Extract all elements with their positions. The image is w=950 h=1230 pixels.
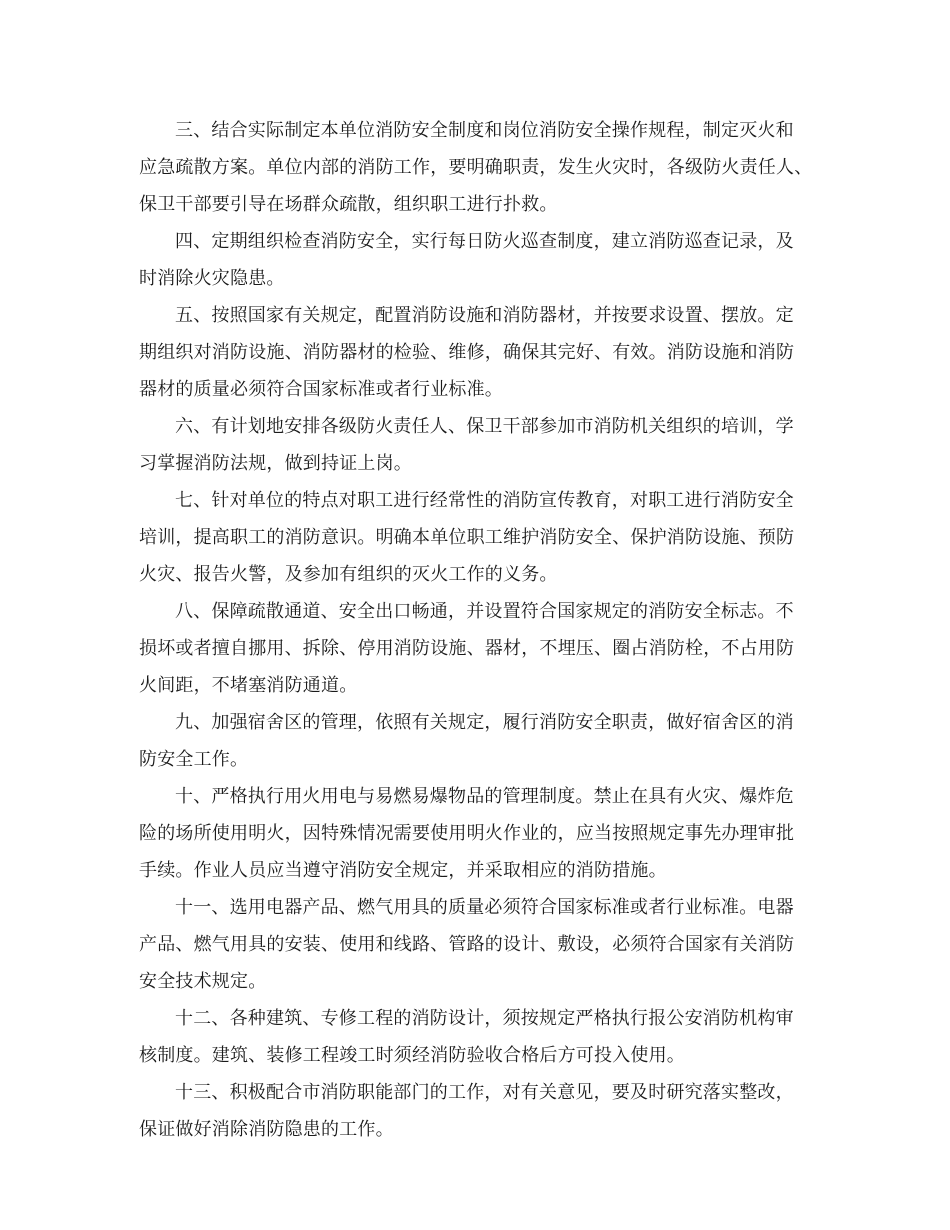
text-line: 习掌握消防法规，做到持证上岗。 — [139, 453, 412, 474]
text-line: 八、保障疏散通道、安全出口畅通，并设置符合国家规定的消防安全标志。不 — [175, 601, 794, 622]
text-line: 安全技术规定。 — [139, 971, 267, 992]
paragraph-11 — [139, 889, 829, 1000]
paragraph-12 — [139, 1000, 829, 1074]
text-line: 四、定期组织检查消防安全，实行每日防火巡查制度，建立消防巡查记录，及 — [175, 231, 794, 252]
text-line: 火灾、报告火警，及参加有组织的灭火工作的义务。 — [139, 564, 558, 585]
text-line: 损坏或者擅自挪用、拆除、停用消防设施、器材，不埋压、圈占消防栓，不占用防 — [139, 638, 795, 659]
text-line: 培训，提高职工的消防意识。明确本单位职工维护消防安全、保护消防设施、预防 — [139, 527, 795, 548]
paragraph-10 — [139, 778, 829, 889]
text-line: 险的场所使用明火，因特殊情况需要使用明火作业的，应当按照规定事先办理审批 — [139, 823, 795, 844]
text-line: 防安全工作。 — [139, 749, 249, 770]
paragraph-5 — [139, 297, 829, 408]
paragraph-7 — [139, 482, 829, 593]
text-line: 时消除火灾隐患。 — [139, 268, 285, 289]
text-line: 十一、选用电器产品、燃气用具的质量必须符合国家标准或者行业标准。电器 — [175, 897, 794, 918]
text-line: 九、加强宿舍区的管理，依照有关规定，履行消防安全职责，做好宿舍区的消 — [175, 712, 794, 733]
paragraph-3 — [139, 112, 829, 223]
paragraph-9 — [139, 704, 829, 778]
paragraph-8 — [139, 593, 829, 704]
text-line: 三、结合实际制定本单位消防安全制度和岗位消防安全操作规程，制定灭火和 — [175, 120, 794, 141]
paragraph-4 — [139, 223, 829, 297]
text-line: 六、有计划地安排各级防火责任人、保卫干部参加市消防机关组织的培训，学 — [175, 416, 794, 437]
text-line: 火间距，不堵塞消防通道。 — [139, 675, 358, 696]
text-line: 五、按照国家有关规定，配置消防设施和消防器材，并按要求设置、摆放。定 — [175, 305, 794, 326]
text-line: 应急疏散方案。单位内部的消防工作，要明确职责，发生火灾时，各级防火责任人、 — [139, 157, 813, 178]
text-line: 七、针对单位的特点对职工进行经常性的消防宣传教育，对职工进行消防安全 — [175, 490, 794, 511]
text-line: 产品、燃气用具的安装、使用和线路、管路的设计、敷设，必须符合国家有关消防 — [139, 934, 795, 955]
text-line: 保卫干部要引导在场群众疏散，组织职工进行扑救。 — [139, 194, 558, 215]
paragraph-6 — [139, 408, 829, 482]
text-line: 保证做好消除消防隐患的工作。 — [139, 1119, 394, 1140]
document-body — [139, 112, 829, 1148]
paragraph-13 — [139, 1074, 829, 1148]
text-line: 十、严格执行用火用电与易燃易爆物品的管理制度。禁止在具有火灾、爆炸危 — [175, 786, 794, 807]
text-line: 器材的质量必须符合国家标准或者行业标准。 — [139, 379, 503, 400]
text-line: 十三、积极配合市消防职能部门的工作，对有关意见，要及时研究落实整改， — [175, 1082, 794, 1103]
text-line: 手续。作业人员应当遵守消防安全规定，并采取相应的消防措施。 — [139, 860, 667, 881]
text-line: 期组织对消防设施、消防器材的检验、维修，确保其完好、有效。消防设施和消防 — [139, 342, 795, 363]
text-line: 十二、各种建筑、专修工程的消防设计，须按规定严格执行报公安消防机构审 — [175, 1008, 794, 1029]
text-line: 核制度。建筑、装修工程竣工时须经消防验收合格后方可投入使用。 — [139, 1045, 685, 1066]
